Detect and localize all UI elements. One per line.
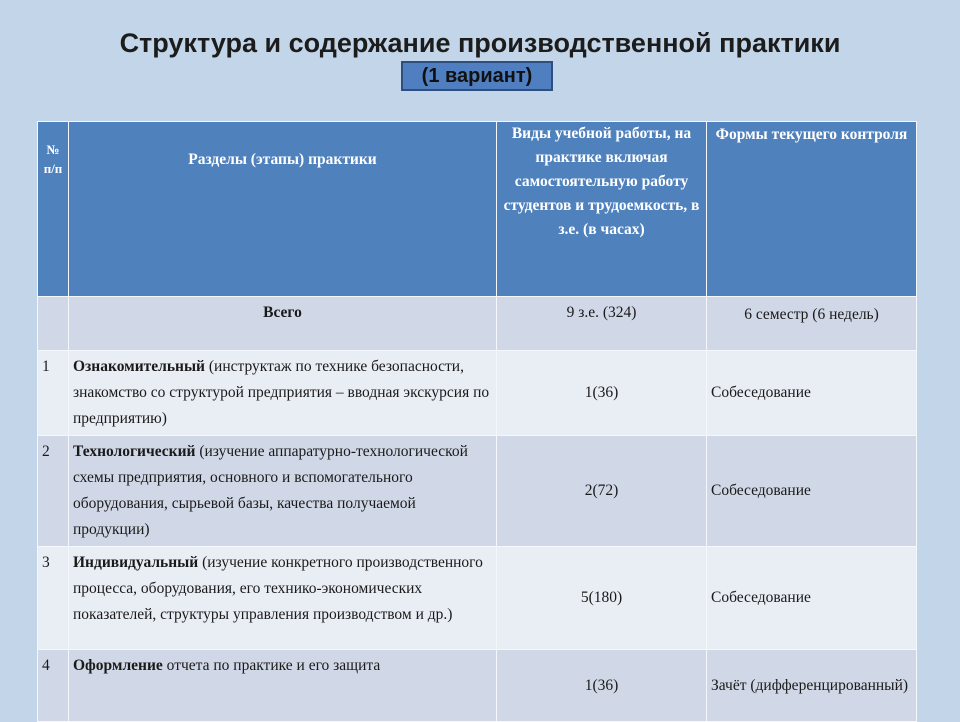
- row-section: [69, 650, 497, 722]
- row-section-desc: (изучение аппаратурно-технологической схемы предприятия, основного и вспомогательного оборудования, сырьевой базы, качества получаемой продукции): [73, 443, 468, 538]
- row-section-desc: (инструктаж по технике безопасности, знакомство со структурой предприятия – вводная экскурсия по предприятию): [73, 358, 490, 427]
- row-num: 4: [38, 650, 69, 722]
- total-num: [38, 297, 69, 351]
- row-section-desc: (изучение конкретного производственного процесса, оборудования, его технико-экономических показателей, структуры управления производством и др.): [73, 554, 483, 623]
- row-section-name: Оформление: [73, 657, 163, 674]
- row-control: Зачёт (дифференцированный): [707, 650, 917, 722]
- row-num: 3: [38, 547, 69, 650]
- row-work: 1(36): [497, 351, 707, 436]
- row-section-name: Технологический: [73, 443, 196, 460]
- row-section: [69, 436, 497, 547]
- table-row: [38, 351, 917, 436]
- row-section-desc: отчета по практике и его защита: [162, 657, 381, 674]
- row-section-name: Ознакомительный: [73, 358, 205, 375]
- total-work: 9 з.е. (324): [497, 297, 707, 351]
- row-work: 1(36): [497, 650, 707, 722]
- practice-structure-table: [37, 121, 917, 722]
- row-section: [69, 547, 497, 650]
- row-section: [69, 351, 497, 436]
- row-num: 1: [38, 351, 69, 436]
- row-control: Собеседование: [707, 547, 917, 650]
- row-control: Собеседование: [707, 351, 917, 436]
- variant-badge: (1 вариант): [401, 61, 553, 91]
- total-label: Всего: [69, 297, 497, 351]
- table-row: [38, 436, 917, 547]
- table-header-row: [38, 122, 917, 297]
- row-control: Собеседование: [707, 436, 917, 547]
- header-num: № п/п: [38, 122, 69, 297]
- row-work: 2(72): [497, 436, 707, 547]
- header-sections: Разделы (этапы) практики: [69, 122, 497, 297]
- table-row-total: [38, 297, 917, 351]
- table-row: [38, 650, 917, 722]
- total-control: 6 семестр (6 недель): [707, 297, 917, 351]
- header-work: Виды учебной работы, на практике включая самостоятельную работу студентов и трудоемкость, в з.е. (в часах): [497, 122, 707, 297]
- slide-title: Структура и содержание производственной практики: [119, 28, 841, 58]
- row-num: 2: [38, 436, 69, 547]
- header-control: Формы текущего контроля: [707, 122, 917, 297]
- table-row: [38, 547, 917, 650]
- row-work: 5(180): [497, 547, 707, 650]
- row-section-name: Индивидуальный: [73, 554, 199, 571]
